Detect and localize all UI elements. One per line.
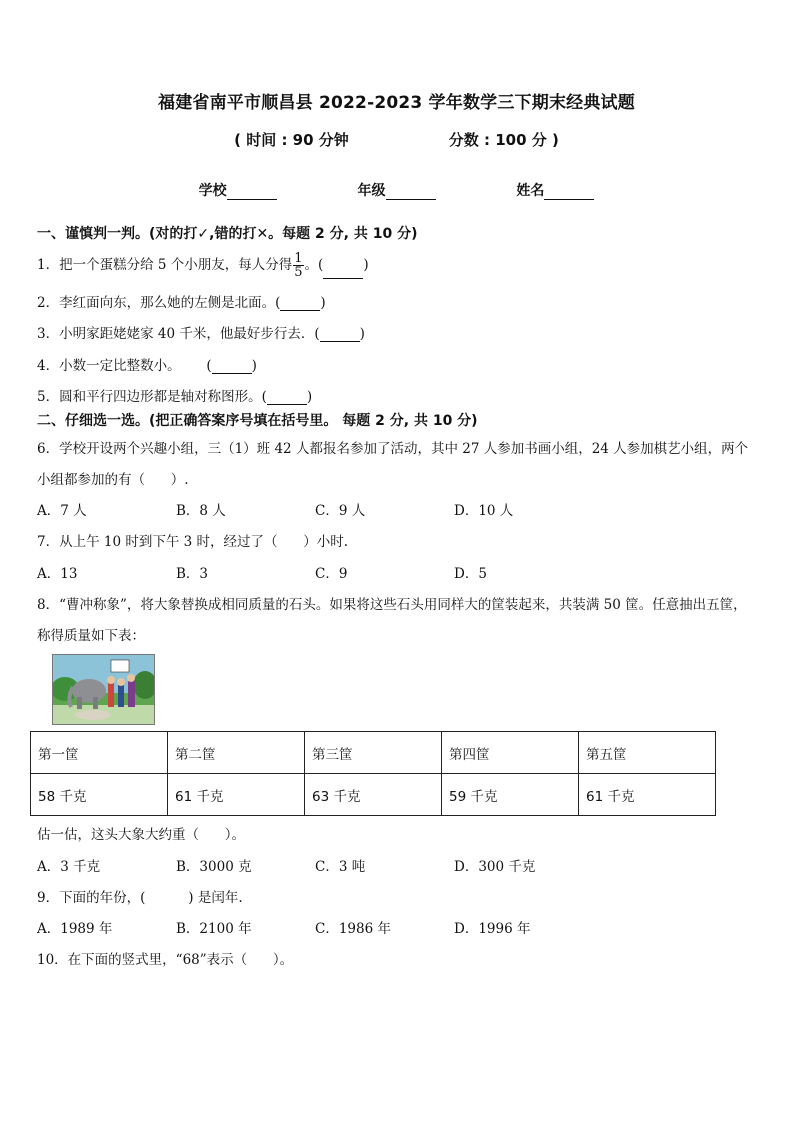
name-blank[interactable] xyxy=(544,185,594,200)
exam-score: 分数 : 100 分 ) xyxy=(448,131,559,149)
cao-chong-elephant-illustration xyxy=(52,654,155,725)
question-7-options xyxy=(37,562,593,582)
table-header-cell: 第一筐 xyxy=(31,732,168,774)
question-10: 10．在下面的竖式里，“68”表示（ ）。 xyxy=(37,952,294,968)
question-6-line2: 小组都参加的有（ ）. xyxy=(37,472,189,488)
option-b[interactable]: B．8 人 xyxy=(176,503,226,519)
school-blank[interactable] xyxy=(227,185,277,200)
table-cell: 59 千克 xyxy=(442,774,579,816)
question-8-line2: 称得质量如下表： xyxy=(37,628,145,644)
section1-heading: 一、谨慎判一判。(对的打✓,错的打✕。每题 2 分, 共 10 分) xyxy=(37,226,418,242)
grade-blank[interactable] xyxy=(386,185,436,200)
page-title: 福建省南平市顺昌县 2022-2023 学年数学三下期末经典试题 xyxy=(158,93,635,113)
question-9-options xyxy=(37,917,593,937)
question-6-line1: 6．学校开设两个兴趣小组，三（1）班 42 人都报名参加了活动，其中 27 人参加书画小组，24 人参加棋艺小组，两个 xyxy=(37,441,749,457)
answer-blank[interactable] xyxy=(320,327,360,342)
question-3: 3．小明家距姥姥家 40 千米，他最好步行去．( ) xyxy=(37,326,365,342)
option-d[interactable]: D．300 千克 xyxy=(454,859,536,875)
basket-weight-table xyxy=(30,731,716,816)
question-8-question: 估一估，这头大象大约重（ ）。 xyxy=(37,827,245,843)
section2-heading: 二、仔细选一选。(把正确答案序号填在括号里。 每题 2 分, 共 10 分) xyxy=(37,413,478,429)
exam-time-score xyxy=(0,129,793,150)
answer-blank[interactable] xyxy=(280,296,320,311)
option-b[interactable]: B．3000 克 xyxy=(176,859,252,875)
option-d[interactable]: D．5 xyxy=(454,566,487,582)
table-header-cell: 第五筐 xyxy=(579,732,716,774)
table-cell: 61 千克 xyxy=(168,774,305,816)
option-b[interactable]: B．2100 年 xyxy=(176,921,252,937)
option-d[interactable]: D．1996 年 xyxy=(454,921,531,937)
exam-time: ( 时间 : 90 分钟 xyxy=(234,131,349,149)
student-info xyxy=(0,180,793,200)
school-field: 学校 xyxy=(199,180,277,200)
table-header-cell: 第三筐 xyxy=(305,732,442,774)
fraction: $\frac{1}{5}$ xyxy=(294,251,303,280)
question-6-options xyxy=(37,499,593,519)
table-header-cell: 第二筐 xyxy=(168,732,305,774)
question-8-options xyxy=(37,855,593,875)
question-7: 7．从上午 10 时到下午 3 时，经过了（ ）小时. xyxy=(37,534,349,550)
name-field: 姓名 xyxy=(516,180,594,200)
question-4: 4．小数一定比整数小。 ( ) xyxy=(37,358,257,374)
question-9: 9．下面的年份，( ) 是闰年. xyxy=(37,890,243,906)
option-b[interactable]: B．3 xyxy=(176,566,209,582)
grade-field: 年级 xyxy=(358,180,436,200)
table-header-cell: 第四筐 xyxy=(442,732,579,774)
table-cell: 58 千克 xyxy=(31,774,168,816)
option-a[interactable]: A．3 千克 xyxy=(37,859,101,875)
option-d[interactable]: D．10 人 xyxy=(454,503,514,519)
option-c[interactable]: C．1986 年 xyxy=(315,921,391,937)
option-a[interactable]: A．13 xyxy=(37,566,78,582)
table-cell: 61 千克 xyxy=(579,774,716,816)
table-row xyxy=(31,774,716,816)
table-cell: 63 千克 xyxy=(305,774,442,816)
question-2: 2．李红面向东，那么她的左侧是北面。( ) xyxy=(37,295,326,311)
answer-blank[interactable] xyxy=(212,359,252,374)
question-5: 5．圆和平行四边形都是轴对称图形。( ) xyxy=(37,389,313,405)
option-c[interactable]: C．9 xyxy=(315,566,348,582)
option-c[interactable]: C．9 人 xyxy=(315,503,366,519)
question-8-line1: 8．“曹冲称象”，将大象替换成相同质量的石头。如果将这些石头用同样大的筐装起来，共装满 50 筐。任意抽出五筐， xyxy=(37,597,747,613)
option-c[interactable]: C．3 吨 xyxy=(315,859,366,875)
answer-blank[interactable] xyxy=(267,390,307,405)
answer-blank[interactable] xyxy=(323,264,363,279)
question-1: 1．把一个蛋糕分给 5 个小朋友，每人分得 $\frac{1}{5}$ 。( ) xyxy=(37,251,369,280)
option-a[interactable]: A．7 人 xyxy=(37,503,87,519)
table-header-row xyxy=(31,732,716,774)
option-a[interactable]: A．1989 年 xyxy=(37,921,113,937)
